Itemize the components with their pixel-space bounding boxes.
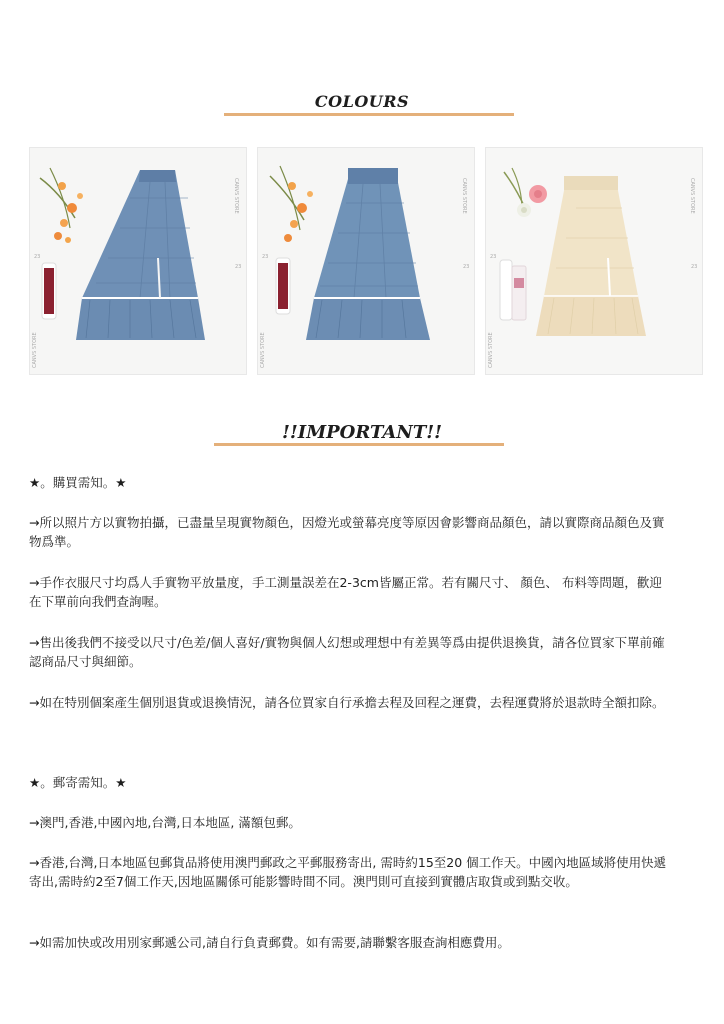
purchase-heading: ★。購買需知。★	[29, 475, 127, 490]
svg-text:23: 23	[490, 254, 497, 260]
svg-text:CANVS STORE: CANVS STORE	[32, 332, 38, 368]
product-photo-blue-1[interactable]	[29, 147, 247, 375]
shipping-note-1: →澳門,香港,中國內地,台灣,日本地區, 滿額包郵。	[29, 815, 301, 830]
purchase-note-1: →所以照片方以實物拍攝，已盡量呈現實物顏色，因燈光或螢幕亮度等原因會影響商品顏色，請以實際商品顏色及實物爲準。	[29, 515, 665, 549]
svg-text:23: 23	[34, 254, 41, 260]
cream-lace-skirt-illustration	[486, 148, 702, 374]
svg-text:CANVS STORE: CANVS STORE	[233, 178, 239, 214]
svg-text:CANVS STORE: CANVS STORE	[488, 332, 494, 368]
svg-text:23: 23	[262, 254, 269, 260]
shipping-note-2: →香港,台灣,日本地區包郵貨品將使用澳門郵政之平郵服務寄出, 需時約15至20 個工作天。中國內地區域將使用快遞寄出,需時約2至7個工作天,因地區關係可能影響時間不同。澳門則可直接到實體店取貨或到點交收。	[29, 855, 667, 889]
svg-text:CANVS STORE: CANVS STORE	[689, 178, 695, 214]
product-photo-cream[interactable]	[485, 147, 703, 375]
shipping-note-3: →如需加快或改用別家郵遞公司,請自行負責郵費。如有需要,請聯繫客服查詢相應費用。	[29, 935, 510, 950]
colours-underline	[224, 113, 514, 116]
svg-text:CANVS STORE: CANVS STORE	[461, 178, 467, 214]
purchase-note-3: →售出後我們不接受以尺寸/色差/個人喜好/實物與個人幻想或理想中有差異等爲由提供退換貨，請各位買家下單前確認商品尺寸與細節。	[29, 635, 665, 669]
svg-text:CANVS STORE: CANVS STORE	[260, 332, 266, 368]
purchase-note-2: →手作衣服尺寸均爲人手實物平放量度，手工測量誤差在2-3cm皆屬正常。若有關尺寸、 顏色、 布料等問題，歡迎在下單前向我們查詢喔。	[29, 575, 662, 609]
important-underline	[214, 443, 504, 446]
svg-text:23: 23	[235, 264, 242, 270]
blue-plaid-skirt-illustration	[30, 148, 246, 374]
purchase-note-4: →如在特別個案產生個別退貨或退換情況，請各位買家自行承擔去程及回程之運費，去程運費將於退款時全額扣除。	[29, 695, 665, 710]
shipping-heading: ★。郵寄需知。★	[29, 775, 127, 790]
svg-text:23: 23	[463, 264, 470, 270]
blue-plaid-skirt-illustration	[258, 148, 474, 374]
important-heading: !!IMPORTANT!!	[281, 422, 443, 443]
svg-text:23: 23	[691, 264, 698, 270]
colours-heading: COLOURS	[314, 92, 410, 111]
product-photo-blue-2[interactable]	[257, 147, 475, 375]
